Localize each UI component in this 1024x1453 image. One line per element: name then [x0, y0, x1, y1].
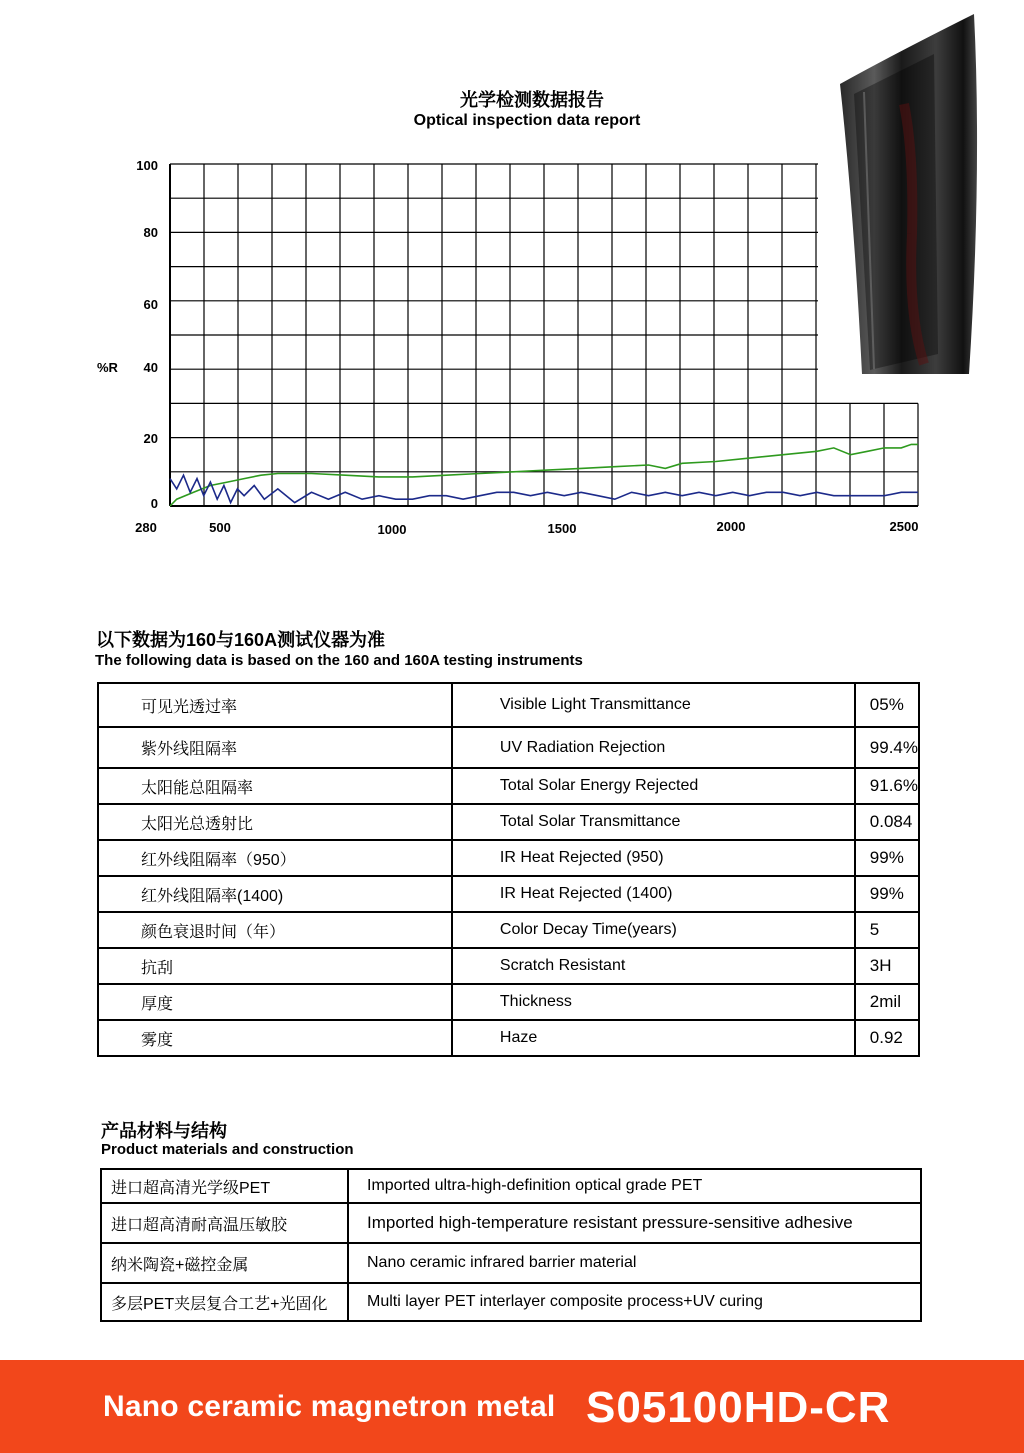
- x-tick-label: 280: [135, 520, 157, 535]
- materials-cn-label: 进口超高清耐高温压敏胶: [101, 1203, 348, 1243]
- materials-en-label: Multi layer PET interlayer composite process+UV curing: [348, 1283, 921, 1321]
- spec-row: [98, 840, 919, 876]
- spec-row: [98, 912, 919, 948]
- y-tick-label: 0: [150, 496, 158, 511]
- spec-en-label: Total Solar Transmittance: [452, 804, 855, 840]
- spec-en-label: IR Heat Rejected (1400): [452, 876, 855, 912]
- chart-title-cn: 光学检测数据报告: [460, 90, 604, 110]
- spec-table: [97, 682, 920, 1057]
- materials-row: [101, 1283, 921, 1321]
- materials-en-label: Imported ultra-high-definition optical grade PET: [348, 1169, 921, 1203]
- spec-section-title-en: The following data is based on the 160 and 160A testing instruments: [95, 652, 583, 669]
- materials-cn-label: 纳米陶瓷+磁控金属: [101, 1243, 348, 1283]
- footer-product-line: Nano ceramic magnetron metal: [103, 1390, 556, 1423]
- y-tick-label: 100: [136, 158, 158, 173]
- spec-value: 99.4%: [855, 727, 919, 768]
- x-tick-label: 2500: [889, 519, 919, 534]
- spec-en-label: Thickness: [452, 984, 855, 1020]
- spec-value: 05%: [855, 683, 919, 727]
- spec-cn-label: 颜色衰退时间（年）: [98, 912, 452, 948]
- spec-row: [98, 984, 919, 1020]
- spec-cn-label: 太阳光总透射比: [98, 804, 452, 840]
- spec-cn-label: 太阳能总阻隔率: [98, 768, 452, 804]
- spec-cn-label: 红外线阻隔率（950）: [98, 840, 452, 876]
- materials-row: [101, 1169, 921, 1203]
- chart-ticks: [135, 158, 918, 537]
- spec-row: [98, 804, 919, 840]
- spec-value: 0.084: [855, 804, 919, 840]
- spec-value: 2mil: [855, 984, 919, 1020]
- y-tick-label: 80: [143, 225, 158, 240]
- footer-model: S05100HD-CR: [586, 1383, 891, 1432]
- spec-section-title-cn: 以下数据为160与160A测试仪器为准: [96, 630, 386, 650]
- spec-row: [98, 683, 919, 727]
- y-tick-label: 40: [143, 360, 158, 375]
- spec-en-label: UV Radiation Rejection: [452, 727, 855, 768]
- x-tick-label: 1500: [547, 521, 577, 536]
- materials-table: [100, 1168, 922, 1322]
- x-tick-label: 500: [209, 520, 231, 535]
- spec-row: [98, 768, 919, 804]
- spec-cn-label: 红外线阻隔率(1400): [98, 876, 452, 912]
- x-tick-label: 2000: [716, 519, 746, 534]
- spec-cn-label: 可见光透过率: [98, 683, 452, 727]
- spec-row: [98, 948, 919, 984]
- y-tick-label: 20: [143, 431, 158, 446]
- spec-value: 99%: [855, 876, 919, 912]
- spec-cn-label: 厚度: [98, 984, 452, 1020]
- spec-en-label: Scratch Resistant: [452, 948, 855, 984]
- chart-grid: [170, 164, 918, 506]
- spec-row: [98, 876, 919, 912]
- spec-en-label: IR Heat Rejected (950): [452, 840, 855, 876]
- materials-en-label: Nano ceramic infrared barrier material: [348, 1243, 921, 1283]
- y-axis-label: %R: [97, 360, 118, 375]
- spec-row: [98, 1020, 919, 1056]
- materials-cn-label: 进口超高清光学级PET: [101, 1169, 348, 1203]
- spec-cn-label: 雾度: [98, 1020, 452, 1056]
- materials-en-label: Imported high-temperature resistant pressure-sensitive adhesive: [348, 1203, 921, 1243]
- spec-cn-label: 抗刮: [98, 948, 452, 984]
- y-tick-label: 60: [143, 297, 158, 312]
- spec-en-label: Visible Light Transmittance: [452, 683, 855, 727]
- materials-row: [101, 1243, 921, 1283]
- spec-value: 3H: [855, 948, 919, 984]
- spec-en-label: Haze: [452, 1020, 855, 1056]
- materials-section-title-cn: 产品材料与结构: [101, 1121, 227, 1141]
- spec-value: 0.92: [855, 1020, 919, 1056]
- materials-cn-label: 多层PET夹层复合工艺+光固化: [101, 1283, 348, 1321]
- chart-title-en: Optical inspection data report: [413, 112, 641, 129]
- spec-en-label: Total Solar Energy Rejected: [452, 768, 855, 804]
- spec-value: 91.6%: [855, 768, 919, 804]
- spec-row: [98, 727, 919, 768]
- spec-cn-label: 紫外线阻隔率: [98, 727, 452, 768]
- materials-row: [101, 1203, 921, 1243]
- spec-value: 99%: [855, 840, 919, 876]
- spec-value: 5: [855, 912, 919, 948]
- reflectance-chart: [0, 150, 1024, 550]
- spec-en-label: Color Decay Time(years): [452, 912, 855, 948]
- materials-section-title-en: Product materials and construction: [101, 1141, 354, 1158]
- x-tick-label: 1000: [377, 522, 407, 537]
